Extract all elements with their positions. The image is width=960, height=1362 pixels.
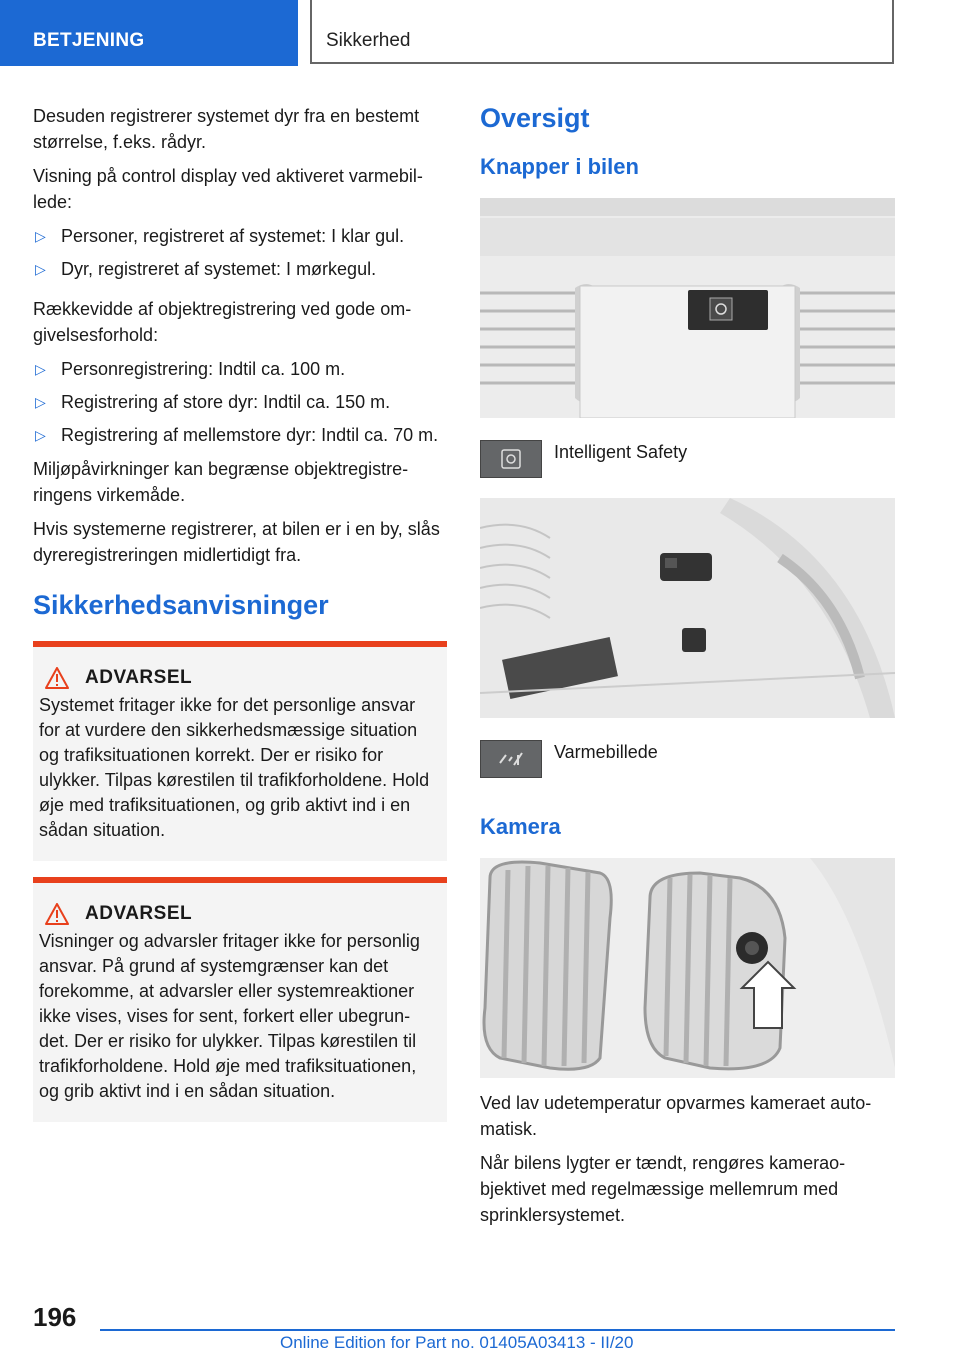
list-item: ▷ Personer, registreret af systemet: I klar gul. xyxy=(33,223,447,249)
paragraph: Når bilens lygter er tændt, rengøres kamerao‐bjektivet med regelmæssige mellemrum med sprinklersystemet. xyxy=(480,1153,846,1225)
right-column xyxy=(480,103,895,1236)
warning-box xyxy=(33,877,447,1122)
paragraph: Visning på control display ved aktiveret varmebil‐lede: xyxy=(33,166,423,212)
paragraph: Rækkevidde af objektregistrering ved gode om‐givelsesforhold: xyxy=(33,299,412,345)
paragraph: Ved lav udetemperatur opvarmes kameraet auto‐matisk. xyxy=(480,1093,872,1139)
dashboard-buttons-illustration xyxy=(480,198,895,418)
triangle-bullet-icon: ▷ xyxy=(35,394,46,410)
warning-triangle-icon xyxy=(45,903,69,925)
list-item: ▷ Dyr, registreret af systemet: I mørkegul. xyxy=(33,256,447,282)
button-legend-row xyxy=(480,440,895,478)
list-item: ▷ Registrering af store dyr: Indtil ca. 150 m. xyxy=(33,389,447,415)
paragraph: Hvis systemerne registrerer, at bilen er i en by, slås dyreregistreringen midlertidigt fra. xyxy=(33,519,440,565)
paragraph: Miljøpåvirkninger kan begrænse objektregistre‐ringens virkemåde. xyxy=(33,459,409,505)
page-header xyxy=(0,0,960,66)
subheading: Kamera xyxy=(480,814,561,839)
triangle-bullet-icon: ▷ xyxy=(35,261,46,277)
paragraph: Desuden registrerer systemet dyr fra en bestemt størrelse, f.eks. rådyr. xyxy=(33,106,420,152)
chapter-tab xyxy=(310,0,894,64)
camera-grille-illustration xyxy=(480,858,895,1078)
section-tab xyxy=(0,0,298,66)
section-heading: Oversigt xyxy=(480,103,590,133)
warning-text: Systemet fritager ikke for det personlige ansvar for at vurdere den sikkerhedsmæssige situation og trafiksituationen korrekt. Der er risiko for ulykker. Tilpas kørestilen til trafikforholdene. Hold øje med trafiksituationen, og grib aktivt ind i en sådan situation. xyxy=(39,695,430,840)
section-heading: Sikkerhedsanvisninger xyxy=(33,590,329,620)
triangle-bullet-icon: ▷ xyxy=(35,361,46,377)
list-item: ▷ Personregistrering: Indtil ca. 100 m. xyxy=(33,356,447,382)
button-legend-row xyxy=(480,740,895,778)
bullet-list xyxy=(33,223,447,282)
subheading: Knapper i bilen xyxy=(480,154,639,179)
bullet-list xyxy=(33,356,447,448)
triangle-bullet-icon: ▷ xyxy=(35,228,46,244)
thermal-imaging-button-icon xyxy=(480,740,542,778)
warning-text: Visninger og advarsler fritager ikke for personlig ansvar. På grund af systemgrænser kan det forekomme, at advarsler eller systemreaktioner ikke vises, vises for sent, forkert eller ubegrun‐det. Der er risiko for ulykker. Tilpas kørestilen til trafikforholdene. Hold øje med trafiksituationen, og grib aktivt ind i en sådan situation. xyxy=(39,931,420,1101)
footer-edition: Online Edition for Part no. 01405A03413 - II/20 xyxy=(280,1333,634,1352)
warning-title: ADVARSEL xyxy=(85,903,193,924)
left-column xyxy=(33,103,447,1132)
button-label: Intelligent Safety xyxy=(554,442,688,462)
steering-column-illustration xyxy=(480,498,895,718)
warning-title: ADVARSEL xyxy=(85,667,193,688)
footer-divider xyxy=(100,1329,895,1331)
chapter-title: Sikkerhed xyxy=(326,30,411,51)
page-number: 196 xyxy=(33,1302,77,1332)
list-item: ▷ Registrering af mellemstore dyr: Indtil ca. 70 m. xyxy=(33,422,447,448)
button-label: Varmebillede xyxy=(554,742,658,762)
section-title: BETJENING xyxy=(33,30,145,51)
warning-box xyxy=(33,641,447,861)
triangle-bullet-icon: ▷ xyxy=(35,427,46,443)
warning-triangle-icon xyxy=(45,667,69,689)
intelligent-safety-button-icon xyxy=(480,440,542,478)
